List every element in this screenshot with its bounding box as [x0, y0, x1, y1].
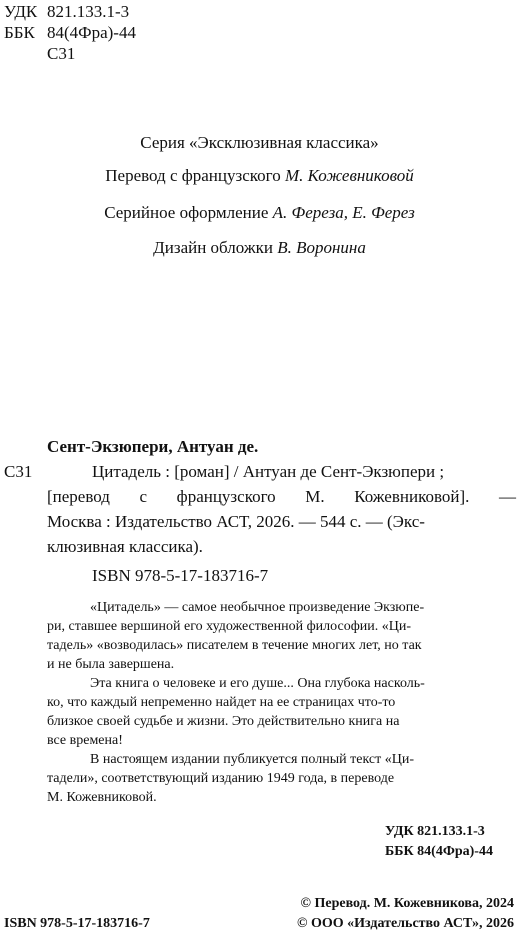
cover-prefix: Дизайн обложки [153, 238, 273, 257]
annotation-line: М. Кожевниковой. [47, 790, 157, 805]
cover-designer-name: В. Воронина [277, 238, 366, 257]
bottom-udk: УДК 821.133.1-3 [385, 824, 485, 839]
annotation-line: все времена! [47, 733, 123, 748]
annotation-line: Эта книга о человеке и его душе... Она глубока насколь- [90, 676, 425, 691]
annotation-line: ри, ставшее вершиной его художественной философии. «Ци- [47, 619, 412, 634]
annotation-line: «Цитадель» — самое необычное произведение Экзюпе- [90, 600, 425, 615]
copyright-publisher: © ООО «Издательство АСТ», 2026 [296, 916, 514, 931]
catalog-line-1: Цитадель : [роман] / Антуан де Сент-Экзюпери ; [92, 462, 445, 481]
bbk-label: ББК [4, 23, 35, 42]
bbk-value: 84(4Фра)-44 [47, 23, 136, 42]
designer-names: А. Фереза, Е. Ферез [272, 203, 415, 222]
footer-isbn: ISBN 978-5-17-183716-7 [4, 916, 150, 931]
annotation-line: близкое своей судьбе и жизни. Это действительно книга на [47, 714, 400, 729]
annotation-line: тадели», соответствующий изданию 1949 года, в переводе [47, 771, 395, 786]
design-prefix: Серийное оформление [104, 203, 269, 222]
cover-line [0, 238, 519, 258]
series-line: Серия «Эксклюзивная классика» [140, 133, 379, 152]
translation-prefix: Перевод с французского [105, 166, 281, 185]
annotation-line: В настоящем издании публикуется полный текст «Ци- [90, 752, 415, 767]
udk-value: 821.133.1-3 [47, 2, 130, 21]
catalog-author-heading: Сент-Экзюпери, Антуан де. [47, 437, 259, 456]
catalog-line-3: Москва : Издательство АСТ, 2026. — 544 с. — (Экс- [47, 512, 425, 531]
annotation-line: тадель» «возводилась» писателем в течение многих лет, но так [47, 638, 422, 653]
catalog-isbn: ISBN 978-5-17-183716-7 [92, 566, 269, 585]
translator-name: М. Кожевниковой [284, 166, 414, 185]
author-mark-top: С31 [47, 44, 76, 63]
annotation-line: и не была завершена. [47, 657, 175, 672]
catalog-line-4: клюзивная классика). [47, 537, 203, 556]
annotation-line: ко, что каждый непременно найдет на ее страницах что-то [47, 695, 396, 710]
copyright-translation: © Перевод. М. Кожевникова, 2024 [300, 896, 514, 911]
catalog-line-2: [перевод с французского М. Кожевниковой]. — [47, 487, 516, 506]
design-line [0, 203, 519, 223]
udk-label: УДК [4, 2, 38, 21]
bottom-bbk: ББК 84(4Фра)-44 [385, 844, 493, 859]
translation-line [0, 166, 519, 186]
catalog-author-mark: С31 [4, 462, 33, 481]
